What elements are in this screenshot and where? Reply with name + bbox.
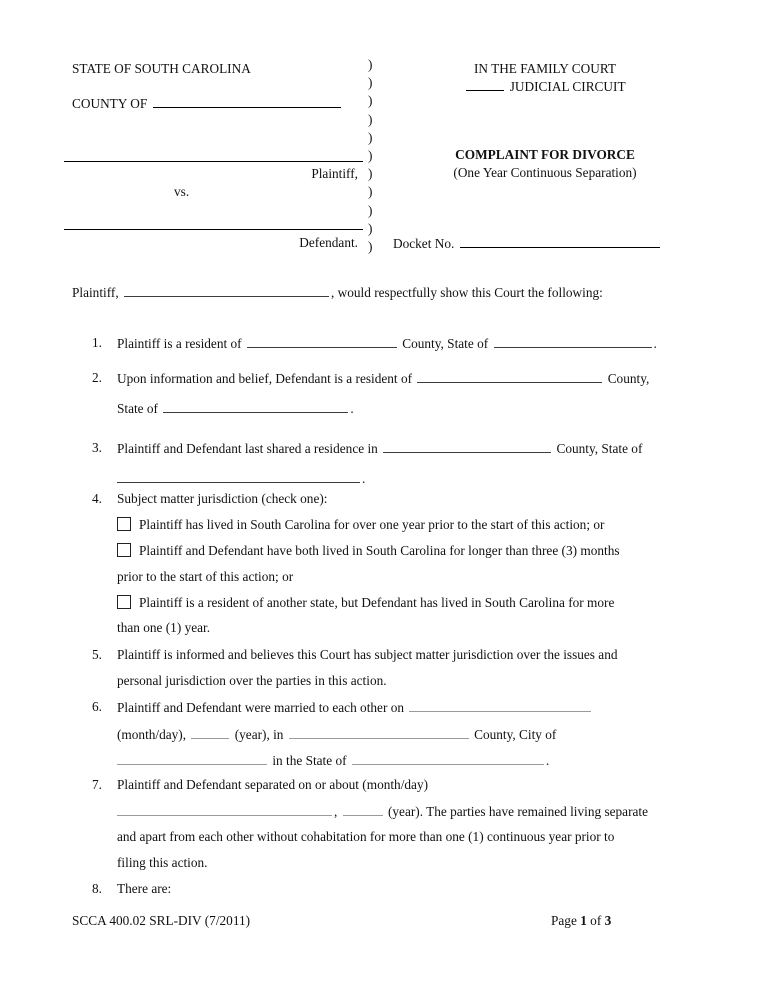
jurisdiction-option-1-checkbox[interactable] [117,517,131,531]
item-7-text-line1: Plaintiff and Defendant separated on or about (month/day) [117,777,429,792]
item-5-text-line2: personal jurisdiction over the parties in this action. [117,673,387,688]
plaintiff-name-line[interactable] [64,161,363,162]
form-subtitle: (One Year Continuous Separation) [453,165,637,180]
marriage-date-blank[interactable] [409,699,591,712]
jurisdiction-option-3-label: Plaintiff is a resident of another state, but Defendant has lived in South Carolina for more [139,595,615,610]
state-caption: STATE OF SOUTH CAROLINA [72,61,251,76]
shared-residence-county-blank[interactable] [383,440,551,453]
item-1-seg-c: . [653,336,657,351]
marriage-county-blank[interactable] [289,726,469,739]
item-6-seg-a: Plaintiff and Defendant were married to each other on [117,700,404,715]
item-2-number: 2. [92,370,102,385]
paren: ) [368,111,373,127]
defendant-name-line[interactable] [64,229,363,230]
paren: ) [368,166,373,182]
item-6-seg-e: in the State of [272,753,347,768]
paren: ) [368,75,373,91]
defendant-label: Defendant. [299,235,358,250]
defendant-county-blank[interactable] [417,370,602,383]
shared-residence-state-blank[interactable] [117,470,360,483]
item-6-seg-c: (year), in [234,727,284,742]
vs-label: vs. [174,184,190,199]
jurisdiction-option-3-checkbox[interactable] [117,595,131,609]
item-4-heading: Subject matter jurisdiction (check one): [117,491,328,506]
item-2-text-line2 [117,400,354,416]
circuit-number-blank[interactable] [466,78,504,91]
paren: ) [368,238,373,254]
item-8-text: There are: [117,881,172,896]
footer-page-current: 1 [580,913,587,928]
intro-pre: Plaintiff, [72,285,119,300]
footer-page-number [551,913,611,928]
circuit-line [420,78,670,94]
item-3-seg-c: . [362,471,366,486]
item-3-seg-b: County, State of [556,441,643,456]
paren: ) [368,147,373,163]
form-title: COMPLAINT FOR DIVORCE [455,147,635,162]
item-1-seg-b: County, State of [402,336,489,351]
item-7-seg-a: , [334,804,338,819]
item-6-seg-b: (month/day), [117,727,187,742]
item-2-seg-a: Upon information and belief, Defendant is a resident of [117,371,413,386]
footer-form-id: SCCA 400.02 SRL-DIV (7/2011) [72,913,251,928]
paren: ) [368,93,373,109]
county-caption [72,95,343,111]
item-4-number: 4. [92,491,102,506]
item-6-seg-f: . [545,753,550,768]
item-6-text-line1 [117,699,593,715]
docket-line [393,235,662,251]
item-6-seg-d: County, City of [474,727,557,742]
defendant-state-blank[interactable] [163,400,348,413]
plaintiff-name-blank[interactable] [124,284,329,297]
plaintiff-label: Plaintiff, [311,166,358,181]
item-7-seg-b: (year). The parties have remained living separate [387,804,649,819]
item-6-number: 6. [92,699,102,714]
paren: ) [368,184,373,200]
item-2-seg-c: State of [117,401,158,416]
marriage-state-blank[interactable] [352,752,544,765]
item-7-text-line3: and apart from each other without cohabitation for more than one (1) continuous year prior to [117,829,615,844]
item-3-text-line2 [117,470,365,486]
item-8-number: 8. [92,881,102,896]
jurisdiction-option-2-checkbox[interactable] [117,543,131,557]
jurisdiction-option-2-label: Plaintiff and Defendant have both lived in South Carolina for longer than three (3) months [139,543,620,558]
item-5-number: 5. [92,647,102,662]
caption-paren-column [368,56,372,256]
item-1-seg-a: Plaintiff is a resident of [117,336,242,351]
item-1-number: 1. [92,335,102,350]
item-3-number: 3. [92,440,102,455]
circuit-label: JUDICIAL CIRCUIT [509,79,626,94]
docket-label: Docket No. [393,236,455,251]
jurisdiction-option-1 [117,517,604,532]
jurisdiction-option-2 [117,543,620,558]
item-7-number: 7. [92,777,102,792]
jurisdiction-option-3 [117,595,614,610]
item-6-text-line3 [117,752,549,768]
item-5-text-line1: Plaintiff is informed and believes this Court has subject matter jurisdiction over the issues and [117,647,618,662]
item-2-seg-d: . [350,401,354,416]
jurisdiction-option-1-label: Plaintiff has lived in South Carolina for over one year prior to the start of this action; or [139,517,605,532]
marriage-year-blank[interactable] [191,726,229,739]
separation-year-blank[interactable] [343,803,383,816]
footer-page-of: of [590,913,602,928]
item-7-text-line2 [117,803,648,819]
footer-page-total: 3 [604,913,612,928]
jurisdiction-option-2-continued: prior to the start of this action; or [117,569,294,584]
footer-page-label: Page [551,913,577,928]
residence-state-blank[interactable] [494,335,652,348]
jurisdiction-option-3-continued: than one (1) year. [117,620,211,635]
intro-paragraph [72,284,603,300]
residence-county-blank[interactable] [247,335,397,348]
docket-number-blank[interactable] [460,235,660,248]
item-3-text-line1 [117,440,642,456]
paren: ) [368,129,373,145]
paren: ) [368,57,373,72]
intro-post: , would respectfully show this Court the following: [331,285,603,300]
item-1-text [117,335,657,351]
item-2-seg-b: County, [607,371,650,386]
court-name: IN THE FAMILY COURT [473,61,617,76]
marriage-city-blank[interactable] [117,752,267,765]
paren: ) [368,220,373,236]
item-3-seg-a: Plaintiff and Defendant last shared a residence in [117,441,378,456]
item-2-text-line1 [117,370,649,386]
separation-date-blank[interactable] [117,803,332,816]
paren: ) [368,202,373,218]
item-7-text-line4: filing this action. [117,855,208,870]
county-label: COUNTY OF [72,96,148,111]
county-name-blank[interactable] [153,95,341,108]
item-6-text-line2 [117,726,556,742]
